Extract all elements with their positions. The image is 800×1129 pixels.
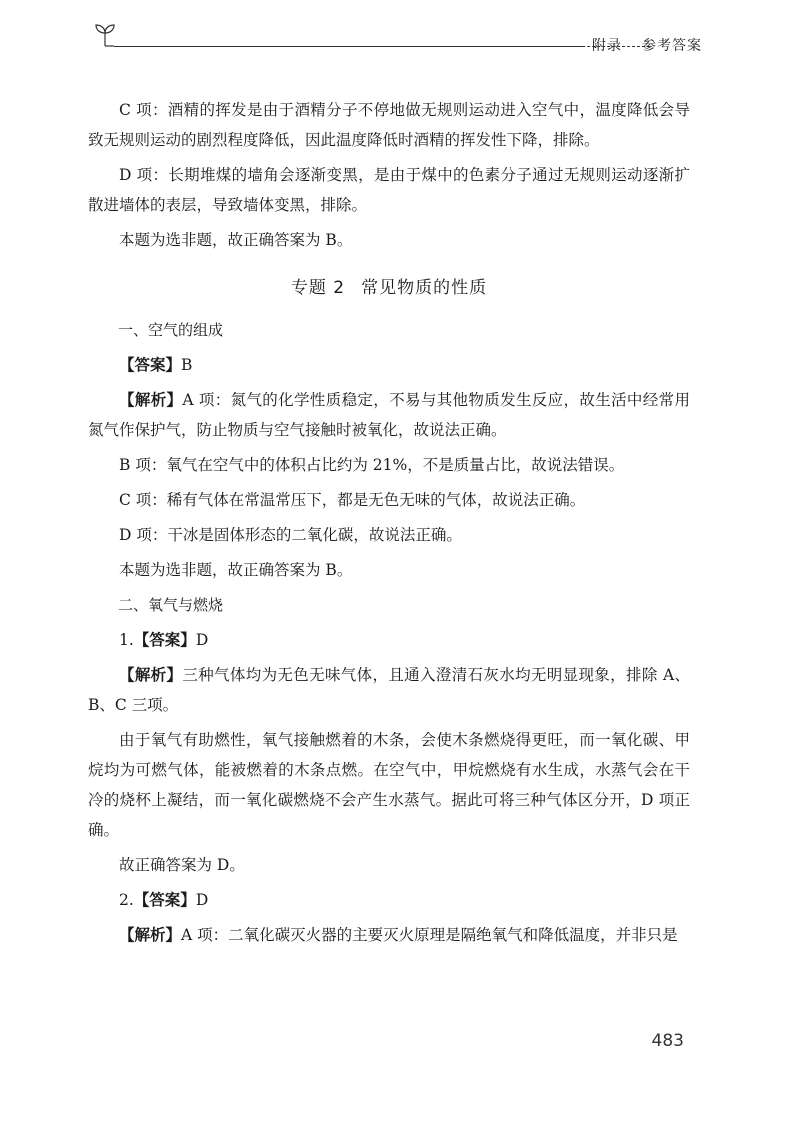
section-title: 二、氧气与燃烧 [118,596,224,614]
analysis-text: A 项：氮气的化学性质稳定，不易与其他物质发生反应，故生活中经常用氮气作保护气，防止物质与空气接触时被氧化，故说法正确。 [88,391,690,439]
analysis-paragraph [88,385,690,445]
analysis-label: 【解析】 [119,666,183,684]
question-number: 2. [119,891,134,909]
main-content [88,95,690,955]
topic-title: 常见物质的性质 [361,278,488,298]
answer-value: B [181,356,193,374]
analysis-label: 【解析】 [119,391,183,409]
running-header [92,22,702,58]
paragraph: C 项：酒精的挥发是由于酒精分子不停地做无规则运动进入空气中，温度降低会导致无规则运动的剧烈程度降低，因此温度降低时酒精的挥发性下降，排除。 [88,101,690,149]
header-rule-dashed [114,46,650,47]
topic-heading [88,273,690,303]
header-title: 参考答案 [642,38,702,54]
answer-line [88,625,690,655]
answer-line [88,350,690,380]
answer-value: D [195,631,209,649]
paragraph: 本题为选非题，故正确答案为 B。 [119,561,353,579]
sprout-icon [92,22,118,48]
answer-label: 【答案】 [119,356,182,374]
header-section: 附录 [592,38,622,54]
topic-number: 专题 2 [290,278,346,298]
paragraph: B 项：氧气在空气中的体积占比约为 21%，不是质量占比，故说法错误。 [119,456,625,474]
answer-label: 【答案】 [133,891,196,909]
question-number: 1. [119,631,134,649]
answer-value: D [195,891,209,909]
paragraph: 由于氧气有助燃性，氧气接触燃着的木条，会使木条燃烧得更旺，而一氧化碳、甲烷均为可燃气体，能被燃着的木条点燃。在空气中，甲烷燃烧有水生成，水蒸气会在干冷的烧杯上凝结，而一氧化碳燃烧不会产生水蒸气。据此可将三种气体区分开，D 项正确。 [88,731,690,839]
analysis-text: A 项：二氧化碳灭火器的主要灭火原理是隔绝氧气和降低温度，并非只是 [181,926,678,944]
answer-line [88,885,690,915]
analysis-label: 【解析】 [119,926,182,944]
paragraph: 本题为选非题，故正确答案为 B。 [119,231,353,249]
analysis-paragraph [88,660,690,720]
section-title: 一、空气的组成 [118,321,224,339]
analysis-text: 三种气体均为无色无味气体，且通入澄清石灰水均无明显现象，排除 A、B、C 三项。 [88,666,690,714]
analysis-paragraph [88,920,690,950]
paragraph: D 项：长期堆煤的墙角会逐渐变黑，是由于煤中的色素分子通过无规则运动逐渐扩散进墙体的表层，导致墙体变黑，排除。 [88,166,690,214]
header-label [592,35,702,55]
page-number: 483 [651,1031,684,1051]
paragraph: D 项：干冰是固体形态的二氧化碳，故说法正确。 [119,526,462,544]
paragraph: 故正确答案为 D。 [119,856,245,874]
answer-label: 【答案】 [133,631,196,649]
paragraph: C 项：稀有气体在常温常压下，都是无色无味的气体，故说法正确。 [119,491,586,509]
